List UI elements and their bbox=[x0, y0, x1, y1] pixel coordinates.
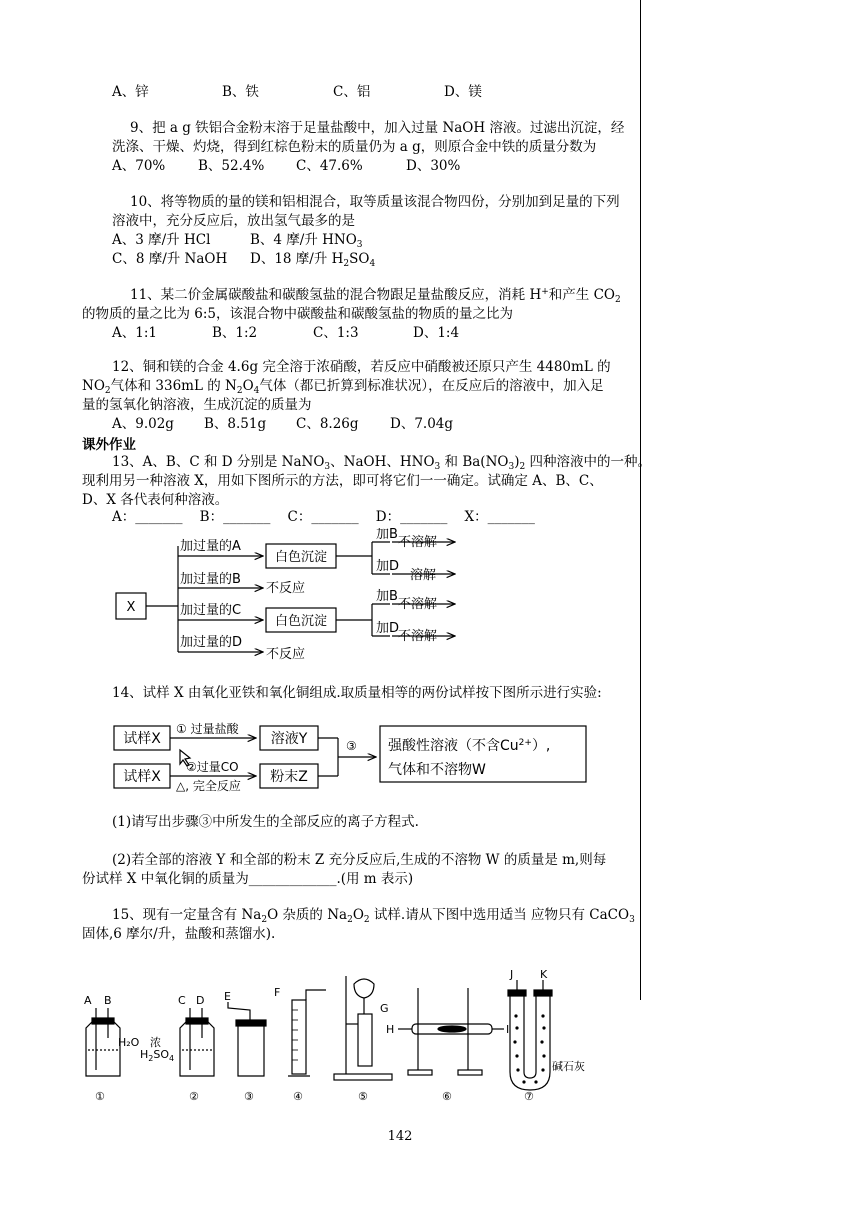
step-3-label: ③ bbox=[346, 739, 357, 753]
label-g: G bbox=[380, 1002, 389, 1015]
step-2-label: ②过量CO bbox=[186, 760, 239, 774]
q8-option-c: C、铝 bbox=[333, 84, 371, 100]
result-line-1: 强酸性溶液（不含$Cu^{2+}$）, bbox=[388, 738, 551, 754]
homework-header: 课外作业 bbox=[82, 437, 136, 453]
label-e: E bbox=[224, 990, 231, 1003]
add-b-label: 加过量的B bbox=[180, 572, 241, 587]
label-f: F bbox=[274, 986, 281, 999]
label-b: B bbox=[104, 994, 112, 1007]
q12-option-c: C、8.26g bbox=[296, 416, 359, 432]
label-d: D bbox=[196, 994, 205, 1007]
x-label: X bbox=[126, 600, 136, 615]
add-d-upper: 加D bbox=[376, 559, 400, 574]
q11-option-c: C、1:3 bbox=[313, 325, 359, 341]
q11-option-b: B、1:2 bbox=[212, 325, 258, 341]
q14-part1: (1)请写出步骤③中所发生的全部反应的离子方程式. bbox=[112, 814, 419, 830]
q9-stem-2: 洗涤、干燥、灼烧，得到红棕色粉末的质量仍为 a g，则原合金中铁的质量分数为 bbox=[112, 139, 597, 155]
label-c: C bbox=[178, 994, 186, 1007]
acid-label: $H_2SO_4$ bbox=[140, 1048, 175, 1063]
q14-flow-diagram bbox=[110, 716, 600, 792]
graduated-cylinder bbox=[292, 1000, 306, 1074]
q10-option-b: B、4 摩/升 $HNO_3$ bbox=[250, 232, 363, 250]
bottle-1 bbox=[86, 1022, 120, 1076]
label-k: K bbox=[540, 968, 548, 981]
q13-stem-1: 13、A、B、C 和 D 分别是 NaNO$_3$、NaOH、$HNO_3$ 和 $Ba(NO_3)_2$ 四种溶液中的一种。 bbox=[112, 454, 651, 472]
q14-stem: 14、试样 X 由氧化亚铁和氧化铜组成.取质量相等的两份试样按下图所示进行实验: bbox=[112, 685, 602, 701]
q14-part2-line2: 份试样 X 中氧化铜的质量为_____________.(用 m 表示) bbox=[82, 871, 414, 887]
num-6: ⑥ bbox=[442, 1090, 452, 1103]
q11-stem-1: 11、某二价金属碳酸盐和碳酸氢盐的混合物跟足量盐酸反应，消耗 H+和产生 $CO_2$ bbox=[130, 287, 621, 305]
add-d-lower: 加D bbox=[376, 621, 400, 636]
step-1-label: ① 过量盐酸 bbox=[176, 722, 239, 736]
q10-option-c: C、8 摩/升 NaOH bbox=[112, 251, 228, 267]
num-3: ③ bbox=[244, 1090, 254, 1103]
q8-option-b: B、铁 bbox=[222, 84, 259, 100]
q14-part2-line1: (2)若全部的溶液 Y 和全部的粉末 Z 充分反应后,生成的不溶物 W 的质量是 m,则每 bbox=[112, 852, 607, 868]
num-4: ④ bbox=[293, 1090, 303, 1103]
add-d-label: 加过量的D bbox=[180, 635, 243, 650]
add-a-label: 加过量的A bbox=[180, 539, 241, 554]
result-line-2: 气体和不溶物W bbox=[388, 762, 486, 778]
bottle-3 bbox=[238, 1026, 264, 1076]
margin-line bbox=[640, 0, 641, 1000]
q12-stem-3: 量的氢氧化钠溶液，生成沉淀的质量为 bbox=[82, 397, 312, 413]
num-2: ② bbox=[189, 1090, 199, 1103]
q11-stem-2: 的物质的量之比为 6:5，该混合物中碳酸盐和碳酸氢盐的物质的量之比为 bbox=[82, 306, 514, 322]
q12-stem-1: 12、铜和镁的合金 4.6g 完全溶于浓硝酸，若反应中硝酸被还原只产生 4480mL 的 bbox=[112, 359, 611, 375]
q8-option-a: A、锌 bbox=[112, 84, 149, 100]
bottle-2 bbox=[180, 1022, 214, 1076]
q11-option-a: A、1:1 bbox=[112, 325, 157, 341]
label-h: H bbox=[386, 1023, 395, 1036]
q12-option-d: D、7.04g bbox=[390, 416, 454, 432]
q10-option-a: A、3 摩/升 HCl bbox=[112, 232, 211, 248]
add-b-lower: 加B bbox=[376, 589, 398, 604]
page-number: 142 bbox=[387, 1129, 413, 1144]
dissolves-label: 溶解 bbox=[410, 568, 437, 583]
q9-stem-1: 9、把 a g 铁铝合金粉末溶于足量盐酸中，加入过量 NaOH 溶液。过滤出沉淀，经 bbox=[130, 120, 625, 136]
q9-option-a: A、70% bbox=[112, 158, 166, 174]
insoluble-3: 不溶解 bbox=[398, 629, 438, 644]
q15-stem-1: 15、现有一定量含有 $Na_2O$ 杂质的 $Na_2O_2$ 试样.请从下图中选用适当 应物只有 CaCO$_3$ bbox=[112, 907, 635, 925]
sample-x-1: 试样X bbox=[123, 731, 161, 747]
q15-stem-2: 固体,6 摩尔/升，盐酸和蒸馏水). bbox=[82, 926, 276, 942]
q12-option-a: A、9.02g bbox=[112, 416, 174, 432]
add-b-upper: 加B bbox=[376, 528, 398, 542]
label-a: A bbox=[84, 994, 92, 1007]
no-reaction-1: 不反应 bbox=[266, 581, 306, 596]
conc-label: 浓 bbox=[150, 1036, 161, 1049]
num-1: ① bbox=[95, 1090, 105, 1103]
q8-option-d: D、镁 bbox=[444, 84, 482, 100]
q10-stem-1: 10、将等物质的量的镁和铝相混合，取等质量该混合物四份，分别加到足量的下列 bbox=[130, 194, 620, 210]
q11-option-d: D、1:4 bbox=[413, 325, 460, 341]
q9-option-d: D、30% bbox=[406, 158, 461, 174]
q9-option-c: C、47.6% bbox=[296, 158, 363, 174]
q13-flow-diagram bbox=[100, 528, 480, 670]
label-j: J bbox=[510, 968, 514, 981]
add-c-label: 加过量的C bbox=[180, 603, 242, 618]
no-reaction-2: 不反应 bbox=[266, 647, 306, 662]
num-5: ⑤ bbox=[358, 1090, 368, 1103]
q13-stem-2: 现利用另一种溶液 X，用如下图所示的方法，即可将它们一一确定。试确定 A、B、C、 bbox=[82, 473, 603, 489]
water-label: H₂O bbox=[118, 1036, 140, 1049]
label-i: I bbox=[506, 1023, 510, 1036]
q9-option-b: B、52.4% bbox=[198, 158, 265, 174]
q12-stem-2: $NO_2$气体和 336mL 的 $N_2O_4$气体（都已折算到标准状况），在反应后的溶液中，加入足 bbox=[82, 378, 604, 396]
white-ppt-label-2: 白色沉淀 bbox=[274, 614, 328, 629]
solution-y: 溶液Y bbox=[270, 731, 308, 747]
powder-z: 粉末Z bbox=[270, 769, 308, 785]
step-2-condition: △, 完全反应 bbox=[176, 779, 241, 792]
q10-stem-2: 溶液中，充分反应后，放出氢气最多的是 bbox=[112, 213, 355, 229]
soda-lime-label: 碱石灰 bbox=[552, 1060, 585, 1073]
q12-option-b: B、8.51g bbox=[204, 416, 267, 432]
q13-answer-blanks: A：_______ B：_______ C：_______ D：_______ X：_______ bbox=[112, 509, 535, 525]
insoluble-1: 不溶解 bbox=[398, 535, 438, 550]
q13-stem-3: D、X 各代表何种溶液。 bbox=[82, 492, 229, 508]
num-7: ⑦ bbox=[524, 1090, 534, 1103]
white-ppt-label-1: 白色沉淀 bbox=[274, 550, 328, 565]
insoluble-2: 不溶解 bbox=[398, 597, 438, 612]
sample-x-2: 试样X bbox=[123, 769, 161, 785]
q10-option-d: D、18 摩/升 $H_2SO_4$ bbox=[250, 251, 376, 269]
apparatus-diagram bbox=[78, 966, 598, 1106]
